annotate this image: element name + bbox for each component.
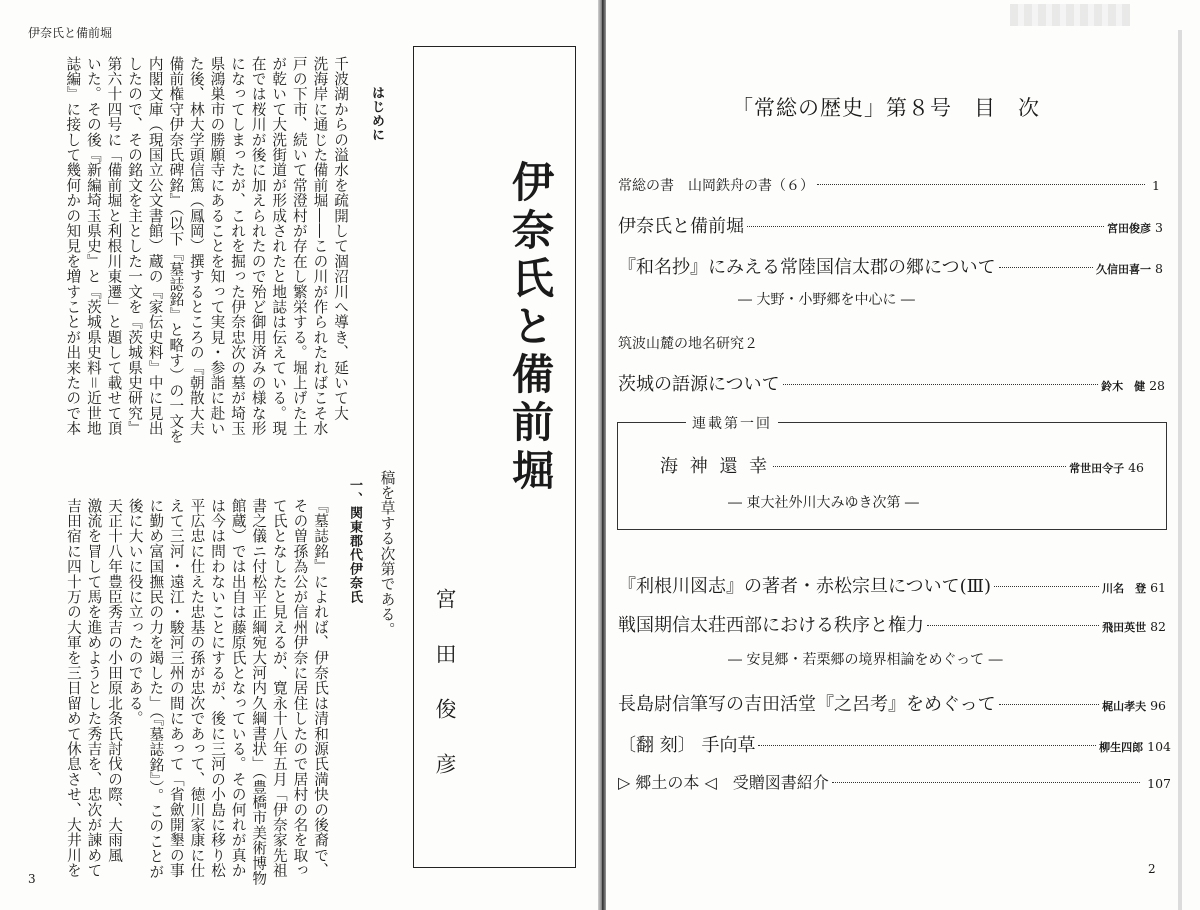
article-author: 宮田俊彦 (433, 588, 457, 808)
article-title: 伊奈氏と備前堀 (506, 160, 555, 496)
bleed-through-text (1010, 4, 1130, 26)
left-page (0, 0, 598, 910)
body-line: 天正十八年豊臣秀吉の小田原北条氏討伐の際、大雨風 (106, 498, 124, 863)
toc-entry-page: 8 (1155, 261, 1163, 276)
toc-entry[interactable] (618, 572, 1166, 598)
body-line: 誌編』に接して幾何かの知見を増すことが出来たので本 (64, 56, 82, 436)
toc-entry-author: 鈴木 健 (1101, 380, 1146, 393)
toc-entry-author: 久信田喜一 (1096, 263, 1152, 276)
toc-entry-page: 82 (1150, 619, 1166, 634)
leader-dots (783, 384, 1098, 385)
body-text-section-one (50, 498, 330, 886)
toc-subtitle: ― 安見郷・若栗郷の境界相論をめぐって ― (728, 652, 1003, 668)
toc-entry-author: 梶山孝夫 (1102, 700, 1147, 713)
toc-entry-page: 1 (1152, 178, 1160, 193)
body-line: 後に大いに役に立ったのである。 (126, 498, 144, 726)
toc-entry[interactable] (618, 212, 1163, 238)
toc-entry[interactable] (618, 690, 1166, 716)
toc-entry-title: 〔翻 刻〕 手向草 (618, 735, 756, 756)
toc-entry-title: 長島尉信筆写の吉田活堂『之呂考』をめぐって (618, 694, 996, 715)
toc-entry-page: 28 (1149, 378, 1165, 393)
toc-entry-title: 『利根川図志』の著者・赤松宗旦について(Ⅲ) (618, 576, 992, 597)
toc-entry-author: 飛田英世 (1102, 621, 1147, 634)
leader-dots (832, 782, 1140, 783)
body-line: 書之儀ニ付松平正綱宛大河内久綱書状」（豊橋市美術博物 (250, 498, 268, 886)
toc-entry-page: 107 (1147, 776, 1171, 791)
toc-entry-title: 『和名抄』にみえる常陸国信太郡の郷について (618, 257, 996, 278)
right-page-number: 2 (1148, 862, 1156, 876)
leader-dots (773, 466, 1066, 467)
toc-entry[interactable] (618, 175, 1160, 195)
body-line: 『墓誌銘』によれば、伊奈氏は清和源氏満快の後裔で、 (312, 498, 329, 878)
toc-entry[interactable] (618, 770, 1171, 793)
leader-dots (994, 586, 1099, 587)
leader-dots (758, 745, 1096, 746)
body-line: 館蔵）では出自は藤原氏となっている。その何れが真か (229, 498, 247, 878)
leader-dots (999, 267, 1093, 268)
body-line: 内閣文庫（現国立公文書館）蔵の『家伝史料』中に見出 (146, 56, 164, 436)
body-line: は今は問わないことにするが、後に三河の小島に移り松 (209, 498, 227, 878)
toc-entry[interactable] (618, 370, 1165, 396)
toc-entry-title: 伊奈氏と備前堀 (618, 216, 744, 237)
body-line: えて三河・遠江・駿河三州の間にあって「省歛開墾の事 (167, 498, 185, 878)
toc-entry-page: 46 (1128, 460, 1144, 475)
body-line: その曽孫為公が信州伊奈に居住したので居村の名を取っ (291, 498, 309, 878)
body-line: 在では桜川が後に加えられたので殆ど御用済みの様な形 (249, 56, 267, 436)
toc-title: 「常総の歴史」第８号 目 次 (732, 96, 1040, 120)
toc-subtitle: ― 大野・小野郷を中心に ― (738, 292, 915, 308)
series-heading: 筑波山麓の地名研究２ (618, 336, 758, 352)
leader-dots (817, 184, 1145, 185)
body-text-intro (30, 56, 350, 444)
left-page-number: 3 (28, 872, 36, 886)
toc-entry-title: ▷ 郷土の本 ◁ 受贈図書紹介 (618, 773, 829, 792)
toc-subtitle: ― 東大社外川大みゆき次第 ― (728, 495, 919, 511)
body-line: た後、林大学頭信篤（鳳岡）撰するところの『朝散大夫 (187, 56, 205, 436)
running-head: 伊奈氏と備前堀 (28, 26, 113, 40)
leader-dots (747, 226, 1104, 227)
leader-dots (999, 704, 1099, 705)
toc-entry[interactable] (618, 611, 1166, 637)
body-line: したので、その銘文を主とした一文を『茨城県史研究』 (126, 56, 144, 436)
toc-entry-author: 常世田令子 (1069, 462, 1125, 475)
body-line: 千波湖からの溢水を疏開して涸沼川へ導き、延いて大 (332, 56, 349, 421)
toc-entry[interactable] (618, 731, 1171, 757)
toc-entry[interactable] (660, 452, 1144, 478)
body-line: 洗海岸に通じた備前堀――この川が作られたればこそ水 (311, 56, 329, 436)
leader-dots (927, 625, 1099, 626)
section-heading-one: 一、関東郡代伊奈氏 (347, 478, 362, 604)
toc-entry[interactable] (618, 253, 1163, 279)
toc-entry-page: 61 (1150, 580, 1166, 595)
toc-entry-page: 104 (1147, 739, 1171, 754)
toc-entry-title: 常総の書 山岡鉄舟の書（６） (618, 178, 814, 194)
body-line: に勤め富国撫民の力を竭した」（『墓誌銘』）。このことが (147, 498, 165, 880)
toc-entry-author: 川名 登 (1102, 582, 1147, 595)
body-line: 県鴻巣市の勝願寺にあることを知って実見・参詣に赴い (208, 56, 226, 436)
body-line: 備前権守伊奈氏碑銘』（以下『墓誌銘』と略す）の一文を (167, 56, 185, 444)
body-line: て氏となしたと見えるが、寛永十八年五月「伊奈家先祖 (270, 498, 288, 878)
toc-entry-author: 柳生四郎 (1099, 741, 1144, 754)
toc-entry-page: 96 (1150, 698, 1166, 713)
body-line: いた。その後『新編埼玉県史』と『茨城県史料＝近世地 (84, 56, 102, 436)
body-line: 第六十四号に「備前堀と利根川東遷」と題して載せて頂 (105, 56, 123, 436)
toc-entry-title: 茨城の語源について (618, 374, 780, 395)
body-text-intro-tail: 稿を草する次第である。 (378, 470, 396, 638)
body-line: が乾いて大洗街道が形成されたと地誌は伝えている。現 (270, 56, 288, 436)
body-line: 激流を冒して馬を進めようとした秀吉を、忠次が諫めて (85, 498, 103, 878)
toc-entry-title: 戦国期信太荘西部における秩序と権力 (618, 615, 924, 636)
body-line: になってしまったが、これを掘った伊奈忠次の墓が埼玉 (229, 56, 247, 436)
serial-label: 連載第一回 (686, 413, 778, 433)
body-line: 戸の下市、続いて常澄村が存在し繁栄する。堀上げた土 (290, 56, 308, 436)
body-line: 吉田宿に四十万の大軍を三日留めて休息させ、大井川を (64, 498, 82, 878)
book-gutter (598, 0, 606, 910)
toc-entry-page: 3 (1155, 220, 1163, 235)
toc-entry-title: 海 神 還 幸 (660, 456, 771, 477)
toc-entry-author: 宮田俊彦 (1107, 222, 1152, 235)
body-line: 平広忠に仕えた忠基の孫が忠次であって、徳川家康に仕 (188, 498, 206, 878)
section-heading-intro: はじめに (369, 86, 384, 142)
page-edge (1178, 30, 1182, 910)
